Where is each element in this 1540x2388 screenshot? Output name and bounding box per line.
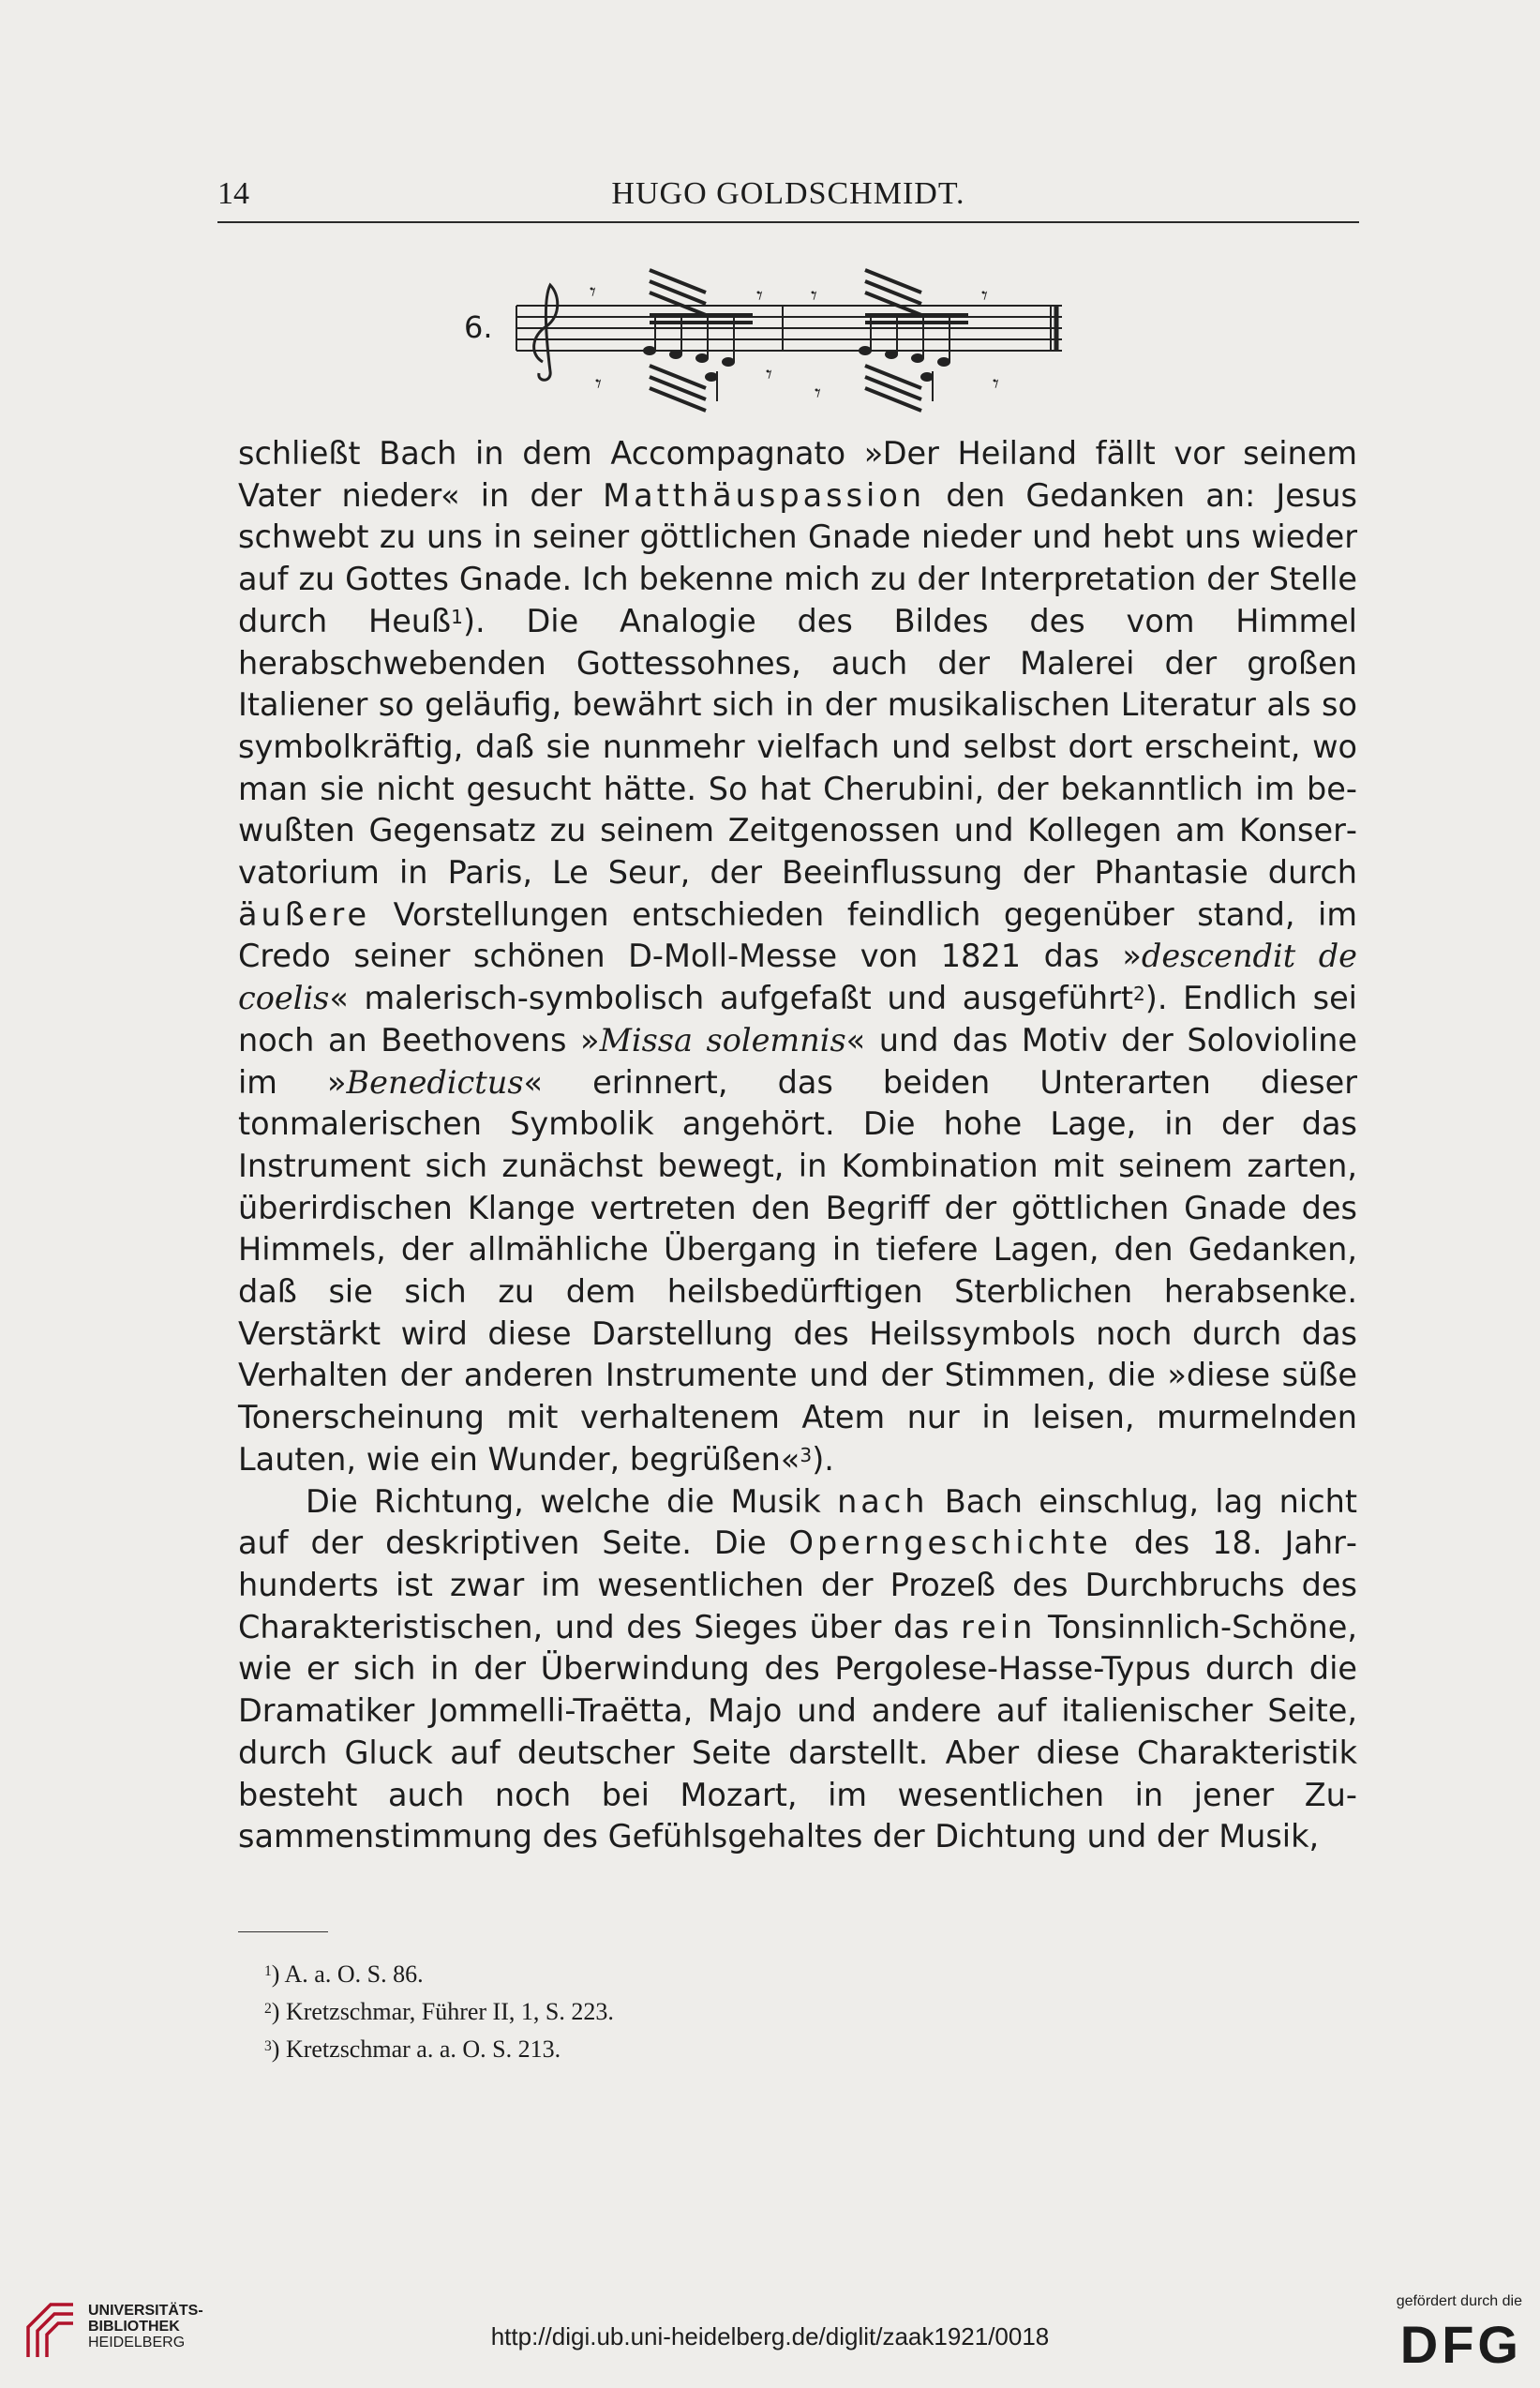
footnote-mark: 1 — [264, 1962, 272, 1979]
italic-title: descendit de coelis — [238, 938, 1357, 1017]
footnote-text: ) Kretzschmar a. a. O. S. 213. — [271, 2035, 561, 2063]
text-run: schließt Bach in dem Accompagnato »Der Heiland fällt vor seinem Vater nieder« in der — [238, 435, 1357, 514]
sponsor-logo — [1382, 2293, 1522, 2378]
footnote-1 — [264, 1956, 614, 1993]
paragraph-2 — [238, 1481, 1357, 1858]
text-run: ). — [812, 1440, 834, 1478]
footnote-ref-1[interactable]: 1 — [451, 605, 463, 628]
svg-text:𝄾: 𝄾 — [756, 282, 763, 310]
footnotes — [264, 1956, 614, 2068]
footnote-3 — [264, 2031, 614, 2068]
svg-text:𝄾: 𝄾 — [981, 282, 988, 310]
footnote-mark: 2 — [264, 2000, 272, 2017]
spaced-emphasis: nach — [837, 1482, 929, 1520]
running-title: HUGO GOLDSCHMIDT. — [611, 176, 965, 211]
text-run: ). Die Analogie des Bildes des vom Himmel herabschwebenden Gottessohnes, auch der Malerei der großen Italiener so geläufig, bewährt sich in der musikalischen Literatur als so symbolkräftig, daß sie nunmehr vielfach und selbst dort erscheint, wo man sie nicht gesucht hätte. So hat Cherubini, der bekanntlich im bewußten Gegensatz zu seinem Zeitgenossen und Kollegen am Konservatorium in Paris, Le Seur, der Beeinflussung der Phantasie durch — [238, 602, 1357, 892]
music-example — [464, 261, 1083, 425]
running-head — [217, 176, 1359, 223]
text-run: « erinnert, das beiden Unterarten dieser tonmalerischen Symbolik angehört. Die hohe Lage, in der das Instrument sich zunächst bewegt, in Kombination mit seinem zarten, überirdischen Klange vertreten den Begriff der göttlichen Gnade des Himmels, der allmähliche Übergang in tiefere Lagen, den Gedanken, daß sie sich zu dem heilsbedürftigen Sterblichen herabsenke. Verstärkt wird diese Darstellung des Heilssymbols noch durch das Verhalten der anderen Instrumente und der Stimmen, die »diese süße Tonerscheinung mit verhaltenem Atem nur in leisen, murmelnden Lauten, wie ein Wunder, begrüßen« — [238, 1063, 1357, 1478]
text-run: des 18. Jahrhunderts ist zwar im wesentlichen der Prozeß des Durchbruchs des Charakteristischen, und des Sieges über das — [238, 1524, 1357, 1645]
footnote-separator — [238, 1931, 328, 1932]
italic-title: Missa solemnis — [599, 1021, 846, 1059]
footnote-text: ) A. a. O. S. 86. — [271, 1960, 424, 1988]
footnote-2 — [264, 1993, 614, 2031]
text-run: Bach einschlug, lag nicht auf der deskriptiven Seite. Die — [238, 1482, 1358, 1562]
text-run: Die Richtung, welche die Musik — [306, 1482, 838, 1520]
footnote-mark: 3 — [264, 2037, 272, 2054]
svg-text:𝄾: 𝄾 — [590, 278, 596, 307]
body-text — [238, 433, 1357, 1858]
footnote-ref-3[interactable]: 3 — [800, 1443, 813, 1466]
svg-text:𝄾: 𝄾 — [595, 370, 602, 398]
paragraph-1 — [238, 433, 1357, 1481]
text-run: ). Endlich sei noch an Beethovens » — [238, 980, 1357, 1059]
svg-text:𝄾: 𝄾 — [993, 370, 999, 398]
footnote-text: ) Kretzschmar, Führer II, 1, S. 223. — [271, 1998, 614, 2025]
library-name-line: HEIDELBERG — [88, 2335, 186, 2350]
music-example-number: 6. — [464, 309, 493, 345]
footnote-ref-2[interactable]: 2 — [1132, 983, 1145, 1006]
music-notation-figure — [509, 261, 1071, 425]
spaced-emphasis: Operngeschichte — [788, 1524, 1112, 1562]
text-run: « malerisch-symbolisch aufgefaßt und ausgeführt — [329, 980, 1133, 1017]
text-run: den Gedanken an: Jesus schwebt zu uns in seiner göttlichen Gnade nieder und hebt uns wieder auf zu Gottes Gnade. Ich bekenne mich zu der Interpretation der Stelle durch Heuß — [238, 476, 1357, 639]
svg-text:𝄾: 𝄾 — [815, 380, 821, 408]
svg-text:𝄾: 𝄾 — [811, 282, 817, 310]
text-run: « und das Motiv der Solovioline im » — [238, 1021, 1357, 1101]
text-run: Tonsinnlich-Schöne, wie er sich in der Überwindung des Pergolese-Hasse-Typus durch die Dramatiker Jommelli-Traëtta, Majo und andere auf italienischer Seite, durch Gluck auf deutscher Seite darstellt. Aber diese Charakteristik besteht auch noch bei Mozart, im wesentlichen in jener Zusammenstimmung des Gefühlsgehaltes der Dichtung und der Musik, — [238, 1608, 1357, 1855]
spaced-emphasis: rein — [961, 1608, 1037, 1645]
spaced-emphasis: äußere — [238, 895, 371, 933]
library-name-line: BIBLIOTHEK — [88, 2319, 180, 2335]
dfg-logo: DFG — [1399, 2315, 1522, 2374]
spaced-emphasis: Matthäuspassion — [603, 476, 926, 514]
text-run: Vorstellungen entschieden feindlich gegenüber stand, im Credo seiner schönen D-Moll-Messe von 1821 das » — [238, 895, 1357, 975]
italic-title: Benedictus — [346, 1063, 524, 1101]
permalink-url[interactable]: http://digi.ub.uni-heidelberg.de/diglit/zaak1921/0018 — [490, 2322, 1050, 2350]
library-name-line: UNIVERSITÄTS- — [88, 2303, 203, 2319]
sponsor-caption: gefördert durch die — [1396, 2293, 1522, 2309]
page-number: 14 — [217, 176, 249, 211]
svg-text:𝄾: 𝄾 — [766, 361, 772, 389]
